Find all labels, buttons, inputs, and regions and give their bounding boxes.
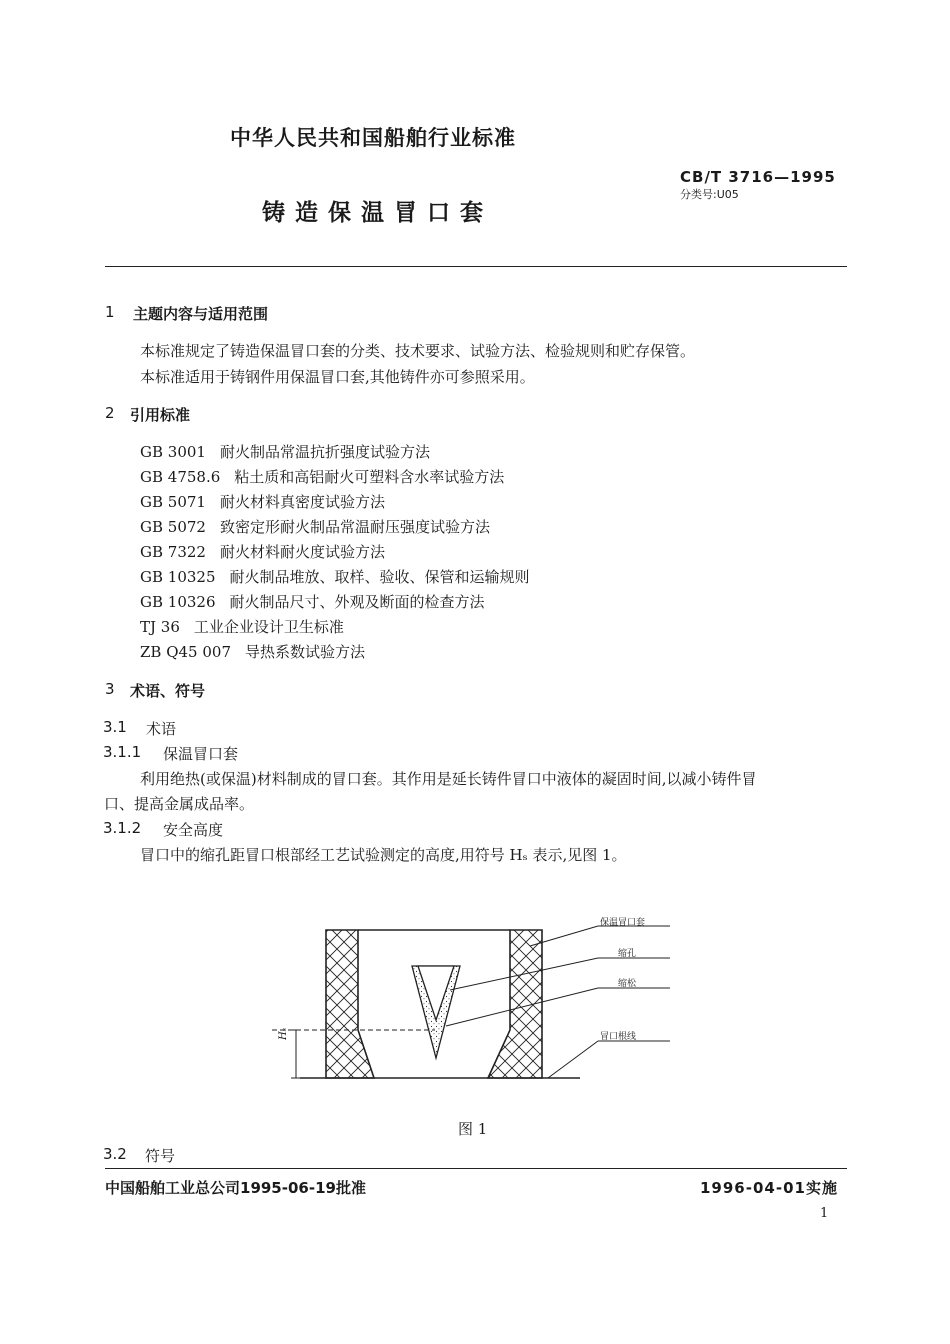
reference-item — [140, 616, 344, 637]
reference-title: 耐火材料真密度试验方法 — [219, 493, 385, 511]
section-3-2-number: 3.2 — [103, 1145, 127, 1163]
reference-code: GB 7322 — [140, 543, 206, 561]
reference-title: 粘土质和高铝耐火可塑料含水率试验方法 — [234, 468, 505, 486]
figure-1-diagram — [260, 900, 700, 1100]
org-title: 中华人民共和国船舶行业标准 — [230, 126, 516, 150]
classification-code: 分类号:U05 — [680, 188, 739, 201]
sleeve-left-wall — [326, 930, 374, 1078]
reference-title: 导热系数试验方法 — [245, 643, 366, 661]
section-1-para-2: 本标准适用于铸钢件用保温冒口套,其他铸件亦可参照采用。 — [140, 368, 535, 386]
reference-title: 耐火制品常温抗折强度试验方法 — [219, 443, 430, 461]
section-3-1-1-number: 3.1.1 — [103, 743, 142, 761]
section-3-1-title: 术语 — [146, 720, 177, 738]
reference-item — [140, 466, 504, 487]
document-title: 铸造保温冒口套 — [262, 200, 493, 226]
footer-rule — [105, 1168, 847, 1169]
label-height-symbol: Hₛ — [278, 1027, 289, 1040]
reference-item — [140, 541, 385, 562]
reference-title: 耐火制品尺寸、外观及断面的检查方法 — [229, 593, 485, 611]
reference-title: 致密定形耐火制品常温耐压强度试验方法 — [219, 518, 490, 536]
reference-title: 工业企业设计卫生标准 — [193, 618, 344, 636]
section-1-heading: 主题内容与适用范围 — [133, 305, 269, 323]
reference-code: TJ 36 — [140, 618, 180, 636]
reference-code: GB 4758.6 — [140, 468, 221, 486]
effective-date: 1996-04-01实施 — [700, 1179, 838, 1197]
reference-item — [140, 591, 485, 612]
section-3-1-2-text: 冒口中的缩孔距冒口根部经工艺试验测定的高度,用符号 Hₛ 表示,见图 1。 — [140, 846, 627, 864]
reference-item — [140, 491, 385, 512]
section-3-2-title: 符号 — [145, 1147, 176, 1165]
reference-code: ZB Q45 007 — [140, 643, 231, 661]
section-1-number: 1 — [105, 303, 115, 321]
reference-item — [140, 441, 430, 462]
leader-root-line — [548, 1041, 598, 1078]
reference-code: GB 10325 — [140, 568, 216, 586]
label-root-line: 冒口根线 — [600, 1032, 637, 1042]
reference-code: GB 5071 — [140, 493, 206, 511]
reference-item — [140, 566, 530, 587]
header-rule — [105, 266, 847, 267]
section-3-1-1-text-line-2: 口、提高金属成品率。 — [104, 795, 255, 813]
label-sleeve: 保温冒口套 — [600, 918, 646, 928]
reference-title: 耐火材料耐火度试验方法 — [219, 543, 385, 561]
label-shrink-cavity: 缩孔 — [618, 949, 637, 959]
section-3-1-number: 3.1 — [103, 718, 127, 736]
standard-code: CB/T 3716—1995 — [680, 168, 836, 186]
section-3-heading: 术语、符号 — [130, 682, 206, 700]
section-3-1-1-title: 保温冒口套 — [163, 745, 239, 763]
section-1-para-1: 本标准规定了铸造保温冒口套的分类、技术要求、试验方法、检验规则和贮存保管。 — [140, 342, 696, 360]
reference-title: 耐火制品堆放、取样、验收、保管和运输规则 — [229, 568, 530, 586]
reference-item — [140, 641, 365, 662]
reference-code: GB 10326 — [140, 593, 216, 611]
section-3-number: 3 — [105, 680, 115, 698]
section-3-1-2-title: 安全高度 — [163, 821, 224, 839]
reference-item — [140, 516, 490, 537]
section-3-1-1-text-line-1: 利用绝热(或保温)材料制成的冒口套。其作用是延长铸件冒口中液体的凝固时间,以减小铸件冒 — [140, 770, 757, 788]
reference-code: GB 5072 — [140, 518, 206, 536]
section-3-1-2-number: 3.1.2 — [103, 819, 142, 837]
page-number: 1 — [820, 1206, 829, 1221]
figure-caption: 图 1 — [458, 1120, 488, 1138]
reference-code: GB 3001 — [140, 443, 206, 461]
section-2-heading: 引用标准 — [130, 406, 191, 424]
label-porosity: 缩松 — [618, 979, 637, 989]
approval-line: 中国船舶工业总公司1995-06-19批准 — [105, 1179, 366, 1197]
section-2-number: 2 — [105, 404, 115, 422]
